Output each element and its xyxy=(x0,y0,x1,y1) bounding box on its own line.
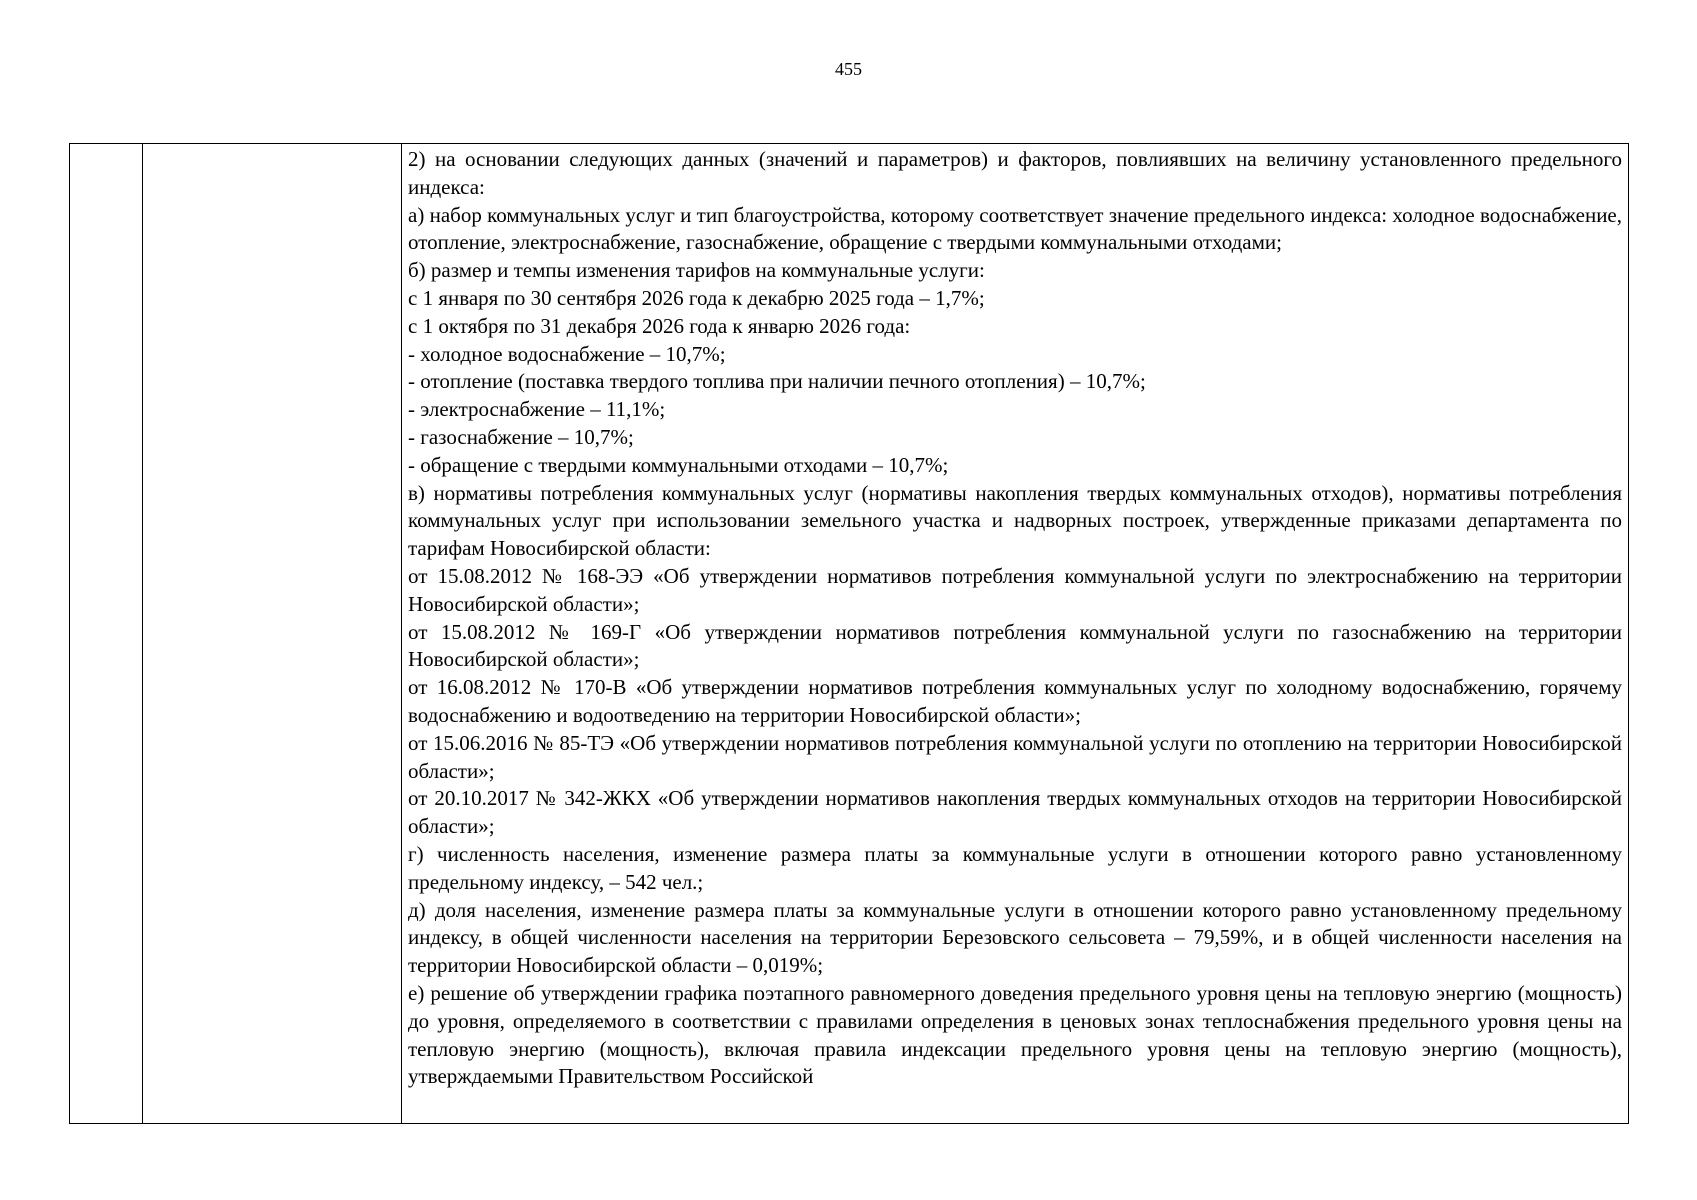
paragraph: от 15.08.2012 № 169-Г «Об утверждении нормативов потребления коммунальной услуги по газоснабжению на территории Новосибирской области»; xyxy=(408,619,1622,672)
paragraph: - электроснабжение – 11,1%; xyxy=(408,397,666,422)
paragraph: - холодное водоснабжение – 10,7%; xyxy=(408,341,726,366)
table-row xyxy=(70,144,1629,1124)
paragraph: - газоснабжение – 10,7%; xyxy=(408,424,634,449)
cell-content-text xyxy=(402,144,1628,1123)
paragraph: а) набор коммунальных услуг и тип благоустройства, которому соответствует значение предельного индекса: холодное водоснабжение, отопление, электроснабжение, газоснабжение, обращение с твердыми коммунальными отходами; xyxy=(408,202,1622,255)
paragraph: 2) на основании следующих данных (значений и параметров) и факторов, повлиявших на величину установленного предельного индекса: xyxy=(408,147,1622,199)
paragraph: с 1 октября по 31 декабря 2026 года к январю 2026 года: xyxy=(408,313,911,338)
paragraph: от 15.06.2016 № 85-ТЭ «Об утверждении нормативов потребления коммунальной услуги по отоплению на территории Новосибирской области»; xyxy=(408,730,1622,783)
paragraph: - обращение с твердыми коммунальными отходами – 10,7%; xyxy=(408,452,949,477)
paragraph: от 20.10.2017 № 342-ЖКХ «Об утверждении нормативов накопления твердых коммунальных отходов на территории Новосибирской области»; xyxy=(408,786,1622,839)
paragraph: в) нормативы потребления коммунальных услуг (нормативы накопления твердых коммунальных отходов), нормативы потребления коммунальных услуг при использовании земельного участка и надворных построек, утвержденные приказами департамента по тарифам Новосибирской области: xyxy=(408,480,1622,561)
paragraph: д) доля населения, изменение размера платы за коммунальные услуги в отношении которого равно установленному предельному индексу, в общей численности населения на территории Березовского сельсовета – 79,59%, и в общей численности населения на территории Новосибирской области – 0,019%; xyxy=(408,897,1622,978)
table-cell-number xyxy=(70,144,143,1124)
paragraph: от 15.08.2012 № 168-ЭЭ «Об утверждении нормативов потребления коммунальной услуги по электроснабжению на территории Новосибирской области»; xyxy=(408,563,1622,616)
paragraph: е) решение об утверждении графика поэтапного равномерного доведения предельного уровня цены на тепловую энергию (мощность) до уровня, определяемого в соответствии с правилами определения в ценовых зонах теплоснабжения предельного уровня цены на тепловую энергию (мощность), включая правила индексации предельного уровня цены на тепловую энергию (мощность), утверждаемыми Правительством Российской xyxy=(408,980,1622,1089)
paragraph: от 16.08.2012 № 170-В «Об утверждении нормативов потребления коммунальных услуг по холодному водоснабжению, горячему водоснабжению и водоотведению на территории Новосибирской области»; xyxy=(408,675,1622,727)
table-cell-content xyxy=(402,144,1629,1124)
paragraph: - отопление (поставка твердого топлива при наличии печного отопления) – 10,7%; xyxy=(408,369,1146,394)
page-number: 455 xyxy=(835,59,862,79)
paragraph: б) размер и темпы изменения тарифов на коммунальные услуги: xyxy=(408,258,985,283)
paragraph: с 1 января по 30 сентября 2026 года к декабрю 2025 года – 1,7%; xyxy=(408,285,985,310)
paragraph: г) численность населения, изменение размера платы за коммунальные услуги в отношении которого равно установленному предельному индексу, – 542 чел.; xyxy=(408,841,1622,894)
table-cell-name xyxy=(143,144,402,1124)
document-table xyxy=(69,143,1629,1124)
